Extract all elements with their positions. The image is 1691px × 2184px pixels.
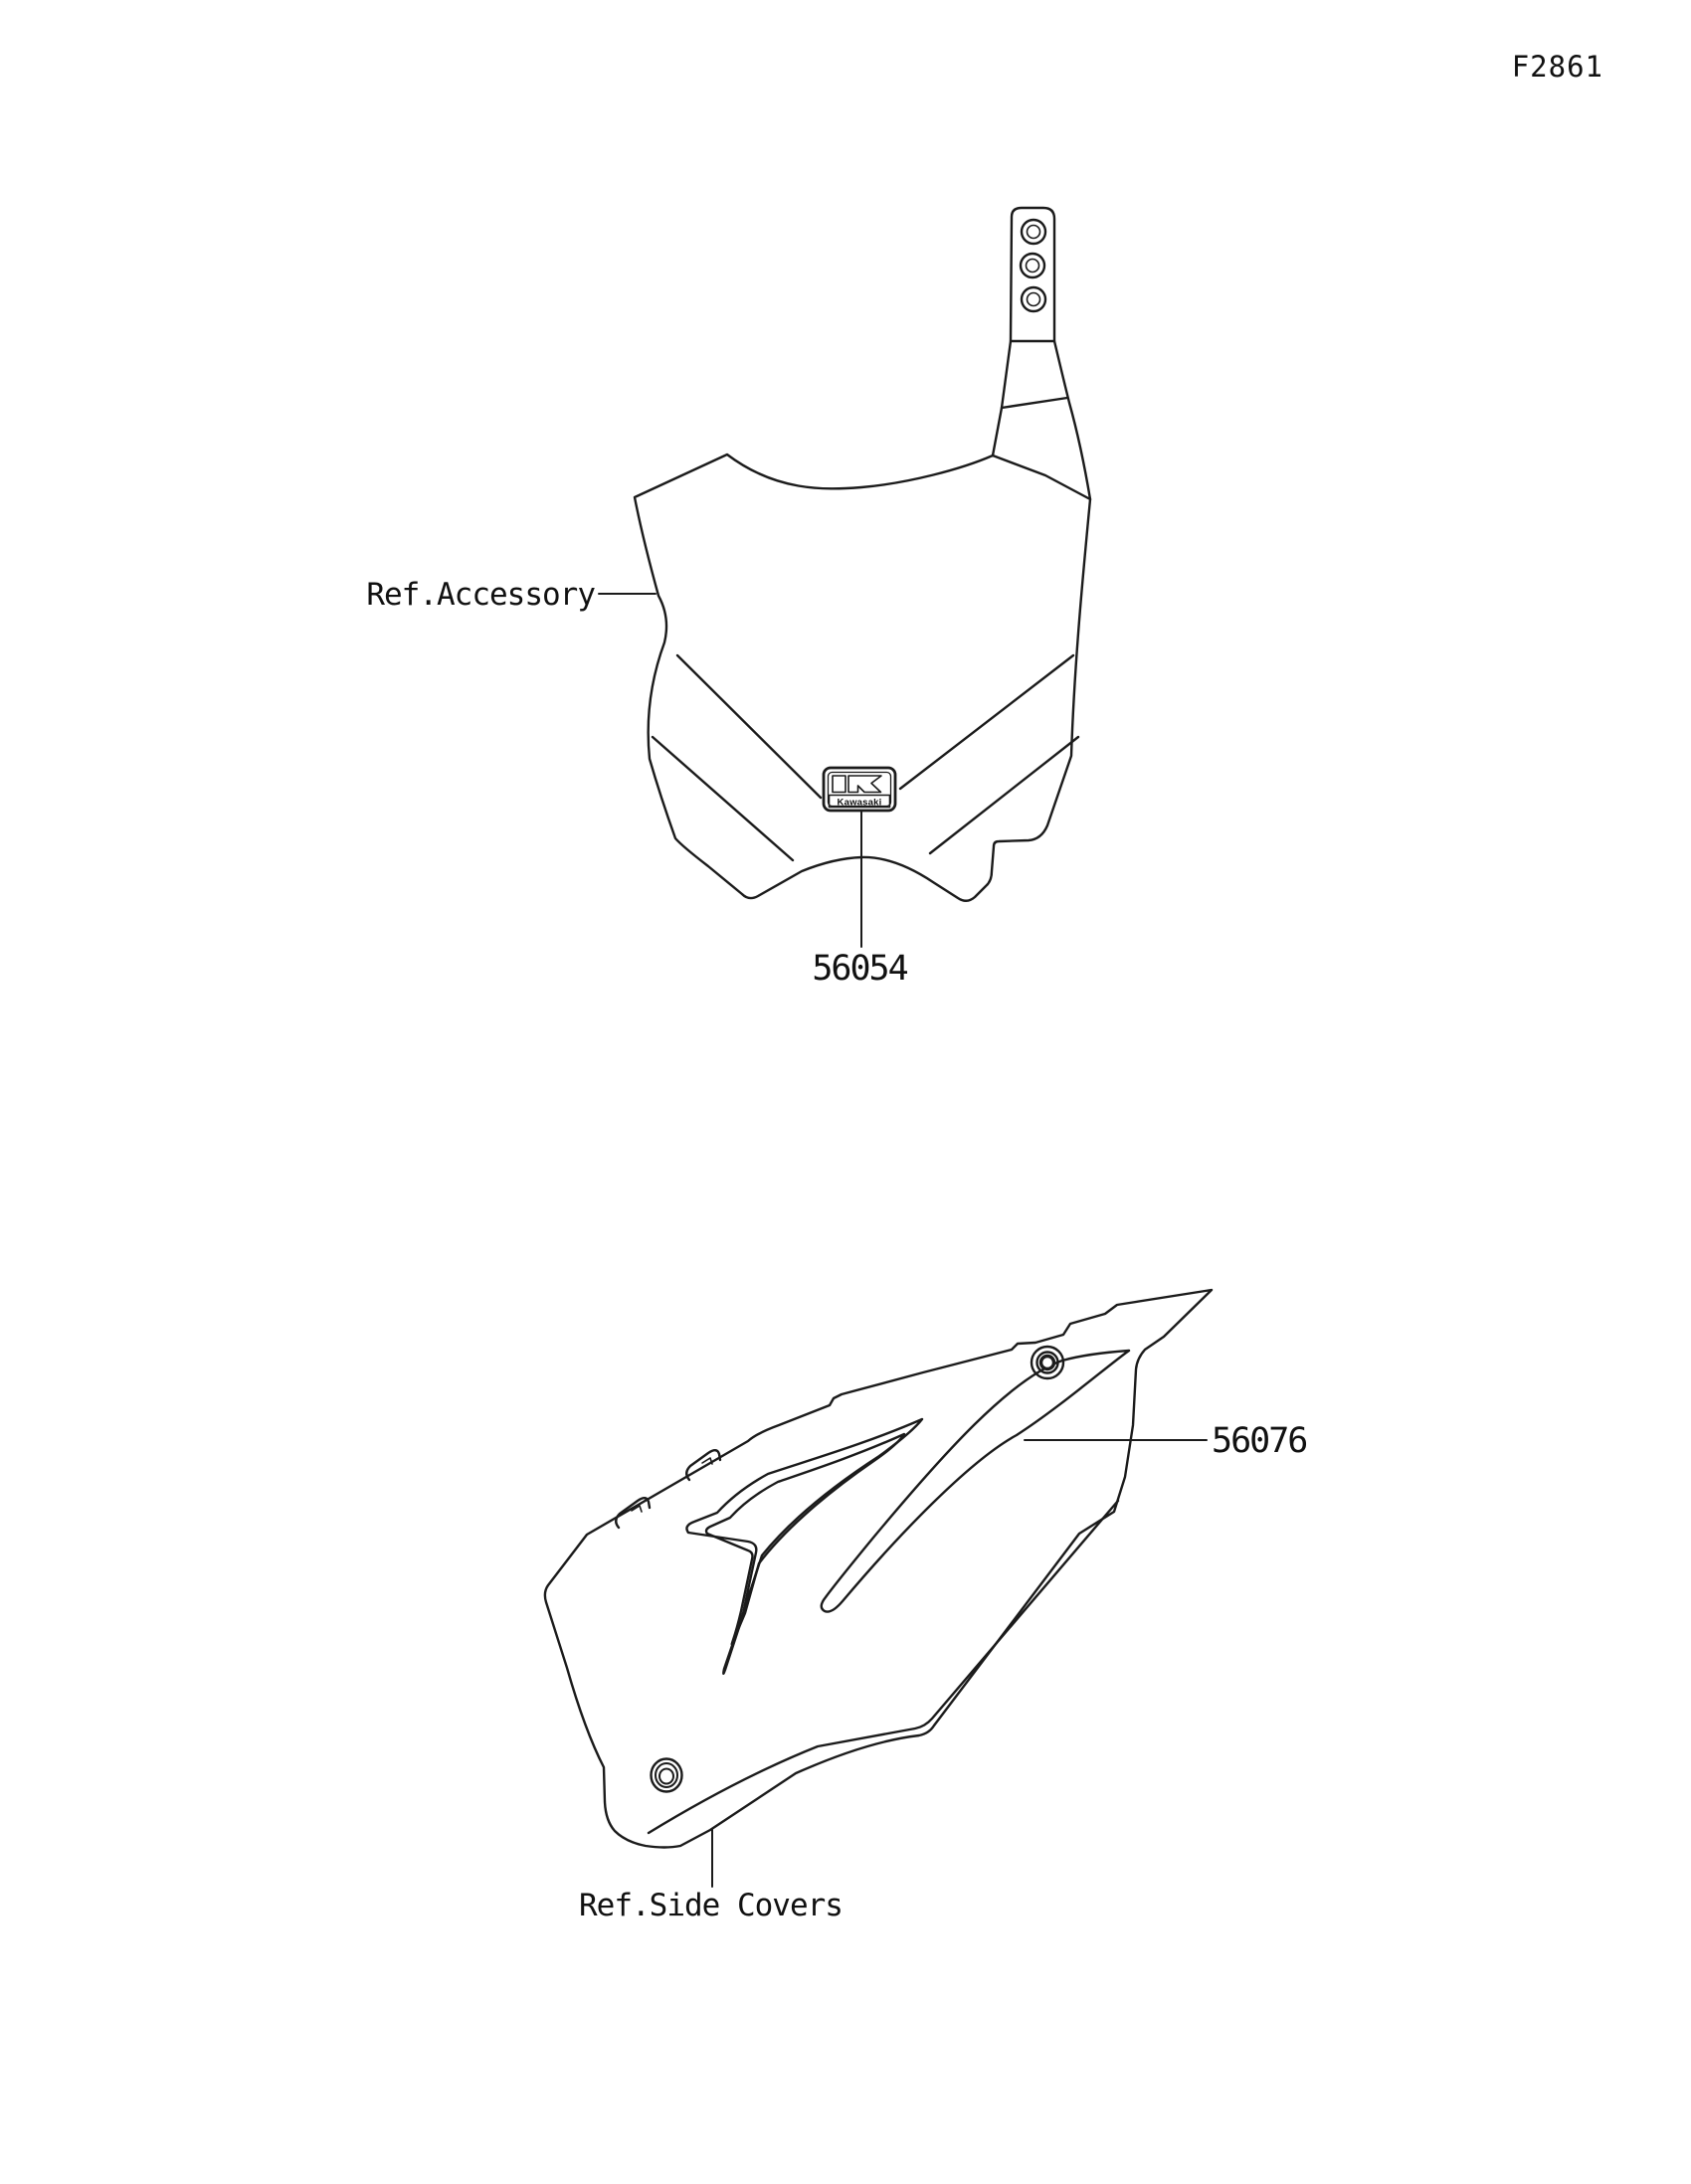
lower-grommet-icon — [652, 1759, 682, 1792]
ref-accessory-label: Ref.Accessory — [366, 577, 595, 613]
part-number-56054: 56054 — [812, 949, 907, 989]
bracket-hole-icon — [1021, 220, 1045, 311]
logo-wordmark-text: Kawasaki — [837, 797, 882, 809]
bracket-leg-left-edge — [993, 341, 1011, 455]
side-cover-inner-edge-line — [649, 1501, 1118, 1833]
bracket-leg-band-line — [1002, 398, 1067, 408]
bracket-outline — [1011, 208, 1054, 341]
ref-side-covers-label: Ref.Side Covers — [579, 1888, 843, 1923]
plate-accent-lines — [653, 655, 1078, 860]
side-cover-diagram — [545, 1290, 1306, 1923]
front-number-plate-diagram — [366, 208, 1090, 989]
kawasaki-river-mark-icon — [833, 776, 881, 793]
part-number-56076: 56076 — [1212, 1421, 1307, 1461]
figure-code: F2861 — [1511, 50, 1603, 84]
upper-grommet-icon — [1032, 1347, 1063, 1378]
swoosh-decal-outline — [822, 1351, 1129, 1612]
bracket-leg-right-edge — [1054, 341, 1090, 499]
side-cover-outline — [545, 1290, 1212, 1848]
kawasaki-logo-decal — [824, 768, 895, 811]
mounting-tabs — [616, 1450, 720, 1528]
